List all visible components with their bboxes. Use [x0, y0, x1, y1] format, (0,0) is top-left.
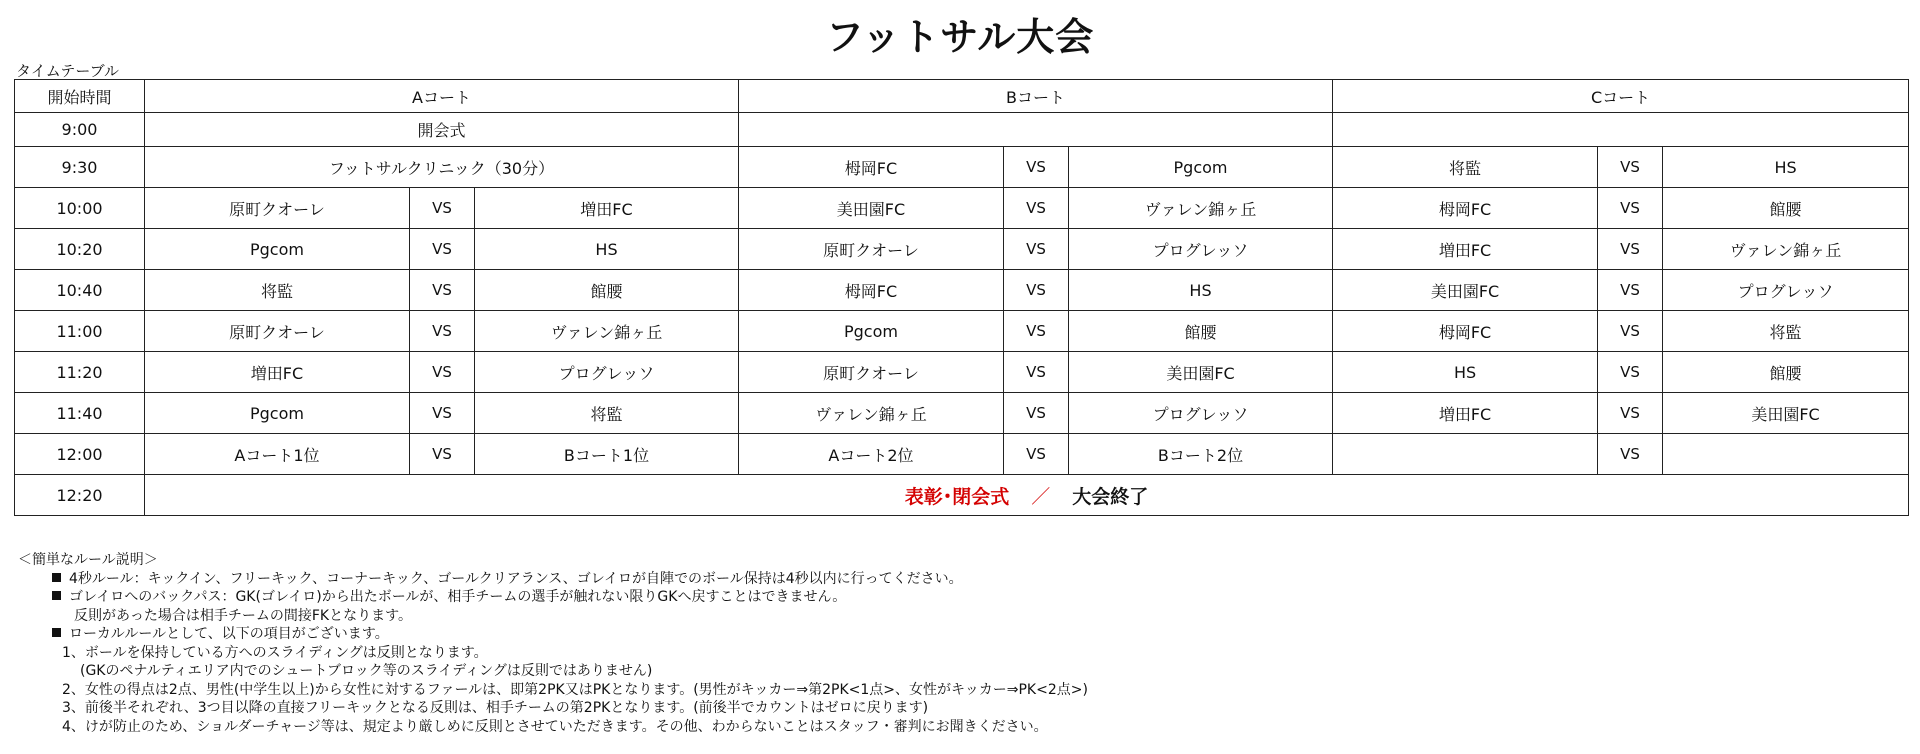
court-a-vs: VS	[410, 188, 475, 229]
header-row	[15, 80, 1909, 113]
rule-text: 4秒ルール：キックイン、フリーキック、コーナーキック、ゴールクリアランス、ゴレイロが自陣でのボール保持は4秒以内に行ってください。	[69, 570, 963, 587]
court-a-home-team: 原町クオーレ	[145, 311, 410, 352]
court-c-home-team: 栂岡FC	[1333, 188, 1598, 229]
court-c-away-team	[1663, 434, 1909, 475]
court-a-away-team: 増田FC	[475, 188, 739, 229]
timetable-label: タイムテーブル	[16, 62, 120, 80]
court-b-home-team: 美田園FC	[739, 188, 1004, 229]
court-b-away-team: プログレッソ	[1069, 393, 1333, 434]
court-b-home-team: 原町クオーレ	[739, 352, 1004, 393]
court-b-away-team: 美田園FC	[1069, 352, 1333, 393]
court-c-home-team: 将監	[1333, 147, 1598, 188]
time-cell: 12:00	[15, 434, 145, 475]
rule-numbered-item: 1、ボールを保持している方へのスライディングは反則となります。	[62, 644, 488, 661]
match-row	[15, 311, 1909, 352]
court-a-vs: VS	[410, 434, 475, 475]
court-b-vs: VS	[1004, 270, 1069, 311]
court-a-away-team: ヴァレン錦ヶ丘	[475, 311, 739, 352]
court-a-home-team: Pgcom	[145, 229, 410, 270]
match-row	[15, 352, 1909, 393]
rules-section	[18, 551, 1898, 736]
time-cell: 10:00	[15, 188, 145, 229]
court-a-home-team: Pgcom	[145, 393, 410, 434]
court-b-away-team: HS	[1069, 270, 1333, 311]
court-c-away-team: プログレッソ	[1663, 270, 1909, 311]
court-b-empty-cell	[739, 113, 1333, 147]
court-b-home-team: 栂岡FC	[739, 147, 1004, 188]
court-c-vs: VS	[1598, 393, 1663, 434]
time-cell: 11:00	[15, 311, 145, 352]
time-cell: 11:40	[15, 393, 145, 434]
court-a-vs: VS	[410, 270, 475, 311]
court-a-vs: VS	[410, 352, 475, 393]
match-row	[15, 393, 1909, 434]
match-row	[15, 229, 1909, 270]
timetable	[14, 79, 1909, 516]
header-start-time: 開始時間	[15, 80, 145, 113]
court-c-vs: VS	[1598, 147, 1663, 188]
match-row	[15, 188, 1909, 229]
court-b-home-team: Aコート2位	[739, 434, 1004, 475]
court-b-away-team: Pgcom	[1069, 147, 1333, 188]
rule-text: ゴレイロへのバックパス：GK(ゴレイロ)から出たボールが、相手チームの選手が触れない限りGKへ戻すことはできません。	[69, 589, 847, 605]
square-bullet-icon	[52, 573, 61, 582]
rules-heading: ＜簡単なルール説明＞	[18, 552, 158, 568]
court-b-away-team: 館腰	[1069, 311, 1333, 352]
court-c-away-team: 美田園FC	[1663, 393, 1909, 434]
court-a-away-team: 将監	[475, 393, 739, 434]
court-b-vs: VS	[1004, 352, 1069, 393]
court-c-vs: VS	[1598, 188, 1663, 229]
court-b-vs: VS	[1004, 188, 1069, 229]
court-b-away-team: ヴァレン錦ヶ丘	[1069, 188, 1333, 229]
page-title: フットサル大会	[825, 15, 1095, 59]
header-court-a: Aコート	[145, 80, 739, 113]
court-a-away-team: HS	[475, 229, 739, 270]
rule-numbered-item: (GKのペナルティエリア内でのシュートブロック等のスライディングは反則ではありません)	[80, 663, 653, 679]
court-b-vs: VS	[1004, 393, 1069, 434]
court-b-home-team: Pgcom	[739, 311, 1004, 352]
court-c-away-team: HS	[1663, 147, 1909, 188]
closing-ceremony-cell	[145, 475, 1909, 516]
court-c-vs: VS	[1598, 352, 1663, 393]
court-a-vs: VS	[410, 311, 475, 352]
court-a-home-team: 原町クオーレ	[145, 188, 410, 229]
rule-numbered-item: 2、女性の得点は2点、男性(中学生以上)から女性に対するファールは、即第2PK又はPKとなります。(男性がキッカー⇒第2PK<1点>、女性がキッカー⇒PK<2点>)	[62, 681, 1088, 698]
court-a-home-team: Aコート1位	[145, 434, 410, 475]
court-c-home-team: 栂岡FC	[1333, 311, 1598, 352]
court-b-away-team: プログレッソ	[1069, 229, 1333, 270]
square-bullet-icon	[52, 628, 61, 637]
court-a-away-team: Bコート1位	[475, 434, 739, 475]
court-c-vs: VS	[1598, 229, 1663, 270]
court-a-home-team: 増田FC	[145, 352, 410, 393]
court-c-away-team: 館腰	[1663, 188, 1909, 229]
court-b-vs: VS	[1004, 229, 1069, 270]
court-c-home-team: 増田FC	[1333, 229, 1598, 270]
clinic-row	[15, 147, 1909, 188]
court-a-vs: VS	[410, 393, 475, 434]
court-c-home-team	[1333, 434, 1598, 475]
court-c-vs: VS	[1598, 434, 1663, 475]
rule-bullet-item	[52, 588, 1898, 607]
time-cell: 12:20	[15, 475, 145, 516]
court-b-vs: VS	[1004, 434, 1069, 475]
court-c-away-team: 館腰	[1663, 352, 1909, 393]
court-b-home-team: ヴァレン錦ヶ丘	[739, 393, 1004, 434]
court-c-vs: VS	[1598, 270, 1663, 311]
rule-numbered-item: 3、前後半それぞれ、3つ目以降の直接フリーキックとなる反則は、相手チームの第2PKとなります。(前後半でカウントはゼロに戻ります)	[62, 700, 929, 716]
court-a-vs: VS	[410, 229, 475, 270]
court-a-home-team: 将監	[145, 270, 410, 311]
rule-numbered-item: 4、けが防止のため、ショルダーチャージ等は、規定より厳しめに反則とさせていただきます。その他、わからないことはスタッフ・審判にお聞きください。	[62, 718, 1048, 735]
closing-row	[15, 475, 1909, 516]
time-cell: 10:40	[15, 270, 145, 311]
opening-row	[15, 113, 1909, 147]
match-row	[15, 434, 1909, 475]
slash-separator: ／	[1031, 485, 1051, 508]
rule-bullet-item	[52, 570, 1898, 589]
award-closing-ceremony-text: 表彰･閉会式	[904, 485, 1010, 508]
header-court-b: Bコート	[739, 80, 1333, 113]
court-b-away-team: Bコート2位	[1069, 434, 1333, 475]
court-b-vs: VS	[1004, 311, 1069, 352]
match-row	[15, 270, 1909, 311]
rule-bullet-item	[52, 625, 1898, 644]
court-b-vs: VS	[1004, 147, 1069, 188]
court-c-home-team: 増田FC	[1333, 393, 1598, 434]
time-cell: 9:00	[15, 113, 145, 147]
time-cell: 9:30	[15, 147, 145, 188]
court-c-vs: VS	[1598, 311, 1663, 352]
square-bullet-icon	[52, 591, 61, 600]
opening-ceremony-cell: 開会式	[145, 113, 739, 147]
court-c-home-team: HS	[1333, 352, 1598, 393]
court-a-away-team: プログレッソ	[475, 352, 739, 393]
tournament-end-text: 大会終了	[1072, 485, 1149, 508]
time-cell: 10:20	[15, 229, 145, 270]
futsal-clinic-cell: フットサルクリニック（30分）	[145, 147, 739, 188]
court-c-away-team: ヴァレン錦ヶ丘	[1663, 229, 1909, 270]
court-b-home-team: 原町クオーレ	[739, 229, 1004, 270]
time-cell: 11:20	[15, 352, 145, 393]
court-c-home-team: 美田園FC	[1333, 270, 1598, 311]
court-b-home-team: 栂岡FC	[739, 270, 1004, 311]
rule-text: ローカルルールとして、以下の項目がございます。	[69, 626, 389, 642]
court-c-empty-cell	[1333, 113, 1909, 147]
court-c-away-team: 将監	[1663, 311, 1909, 352]
rule-continuation: 反則があった場合は相手チームの間接FKとなります。	[74, 607, 412, 624]
court-a-away-team: 館腰	[475, 270, 739, 311]
header-court-c: Cコート	[1333, 80, 1909, 113]
